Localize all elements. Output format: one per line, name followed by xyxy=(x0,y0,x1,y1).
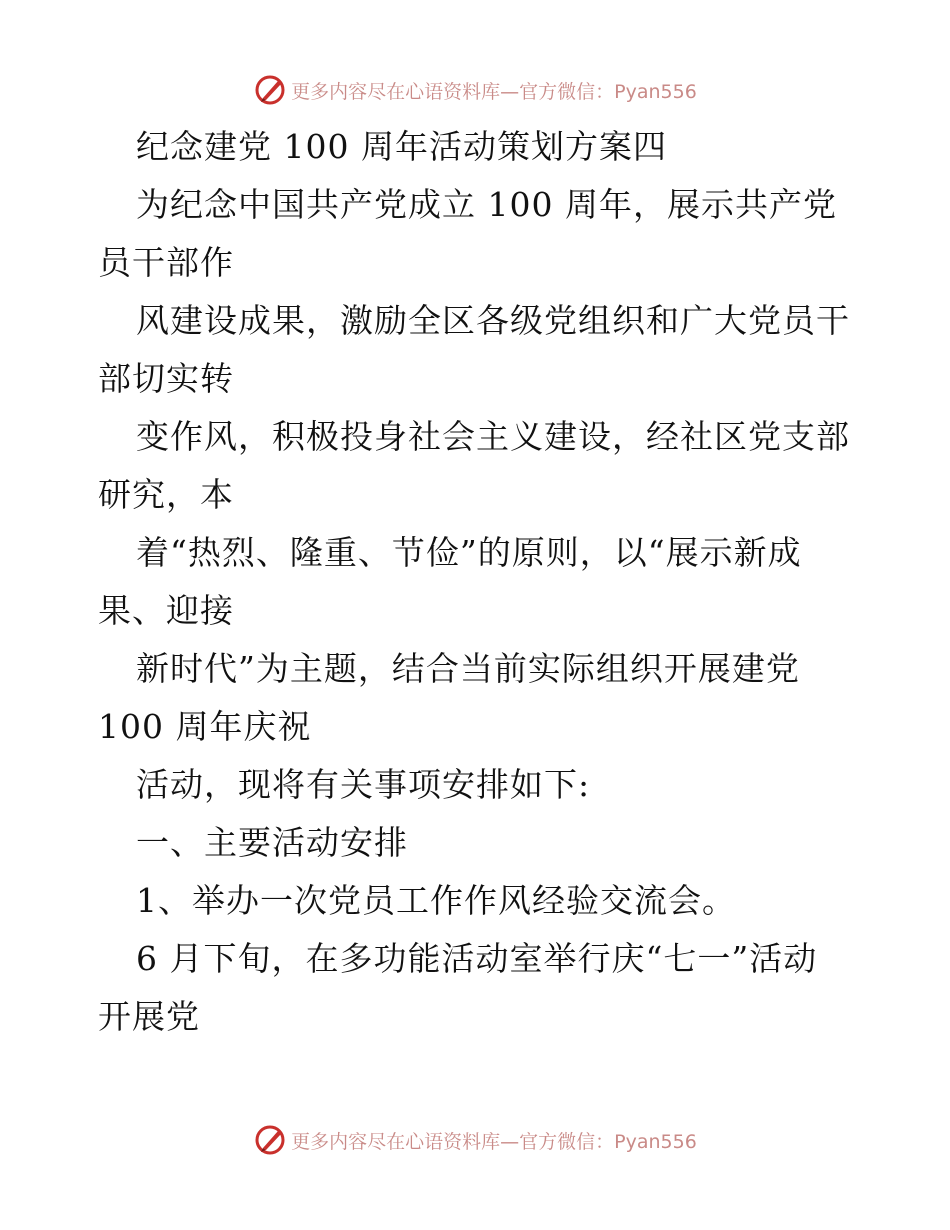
document-line: 6 月下旬，在多功能活动室举行庆“七一”活动 xyxy=(136,939,818,978)
document-line: 一、主要活动安排 xyxy=(136,823,408,862)
document-line: 风建设成果，激励全区各级党组织和广大党员干 xyxy=(136,301,850,340)
document-line: 纪念建党 100 周年活动策划方案四 xyxy=(136,127,667,166)
document-line: 员干部作 xyxy=(98,243,234,282)
document-line: 新时代”为主题，结合当前实际组织开展建党 xyxy=(136,649,800,688)
header-watermark xyxy=(0,70,950,110)
document-line: 1、举办一次党员工作作风经验交流会。 xyxy=(136,881,736,920)
document-line: 着“热烈、隆重、节俭”的原则，以“展示新成 xyxy=(136,533,802,572)
document-line: 变作风，积极投身社会主义建设，经社区党支部 xyxy=(136,417,850,456)
document-line: 果、迎接 xyxy=(98,591,234,630)
pen-logo-icon xyxy=(253,73,287,107)
document-line: 为纪念中国共产党成立 100 周年，展示共产党 xyxy=(136,185,837,224)
watermark-text: 更多内容尽在心语资料库—官方微信：Pyan556 xyxy=(291,80,697,103)
document-body xyxy=(98,118,858,1046)
document-line: 开展党 xyxy=(98,997,200,1036)
pen-logo-icon xyxy=(253,1123,287,1157)
watermark-text: 更多内容尽在心语资料库—官方微信：Pyan556 xyxy=(291,1130,697,1153)
footer-watermark xyxy=(0,1120,950,1160)
document-line: 100 周年庆祝 xyxy=(98,707,312,746)
document-line: 部切实转 xyxy=(98,359,234,398)
document-line: 活动，现将有关事项安排如下: xyxy=(136,765,591,804)
document-line: 研究，本 xyxy=(98,475,234,514)
